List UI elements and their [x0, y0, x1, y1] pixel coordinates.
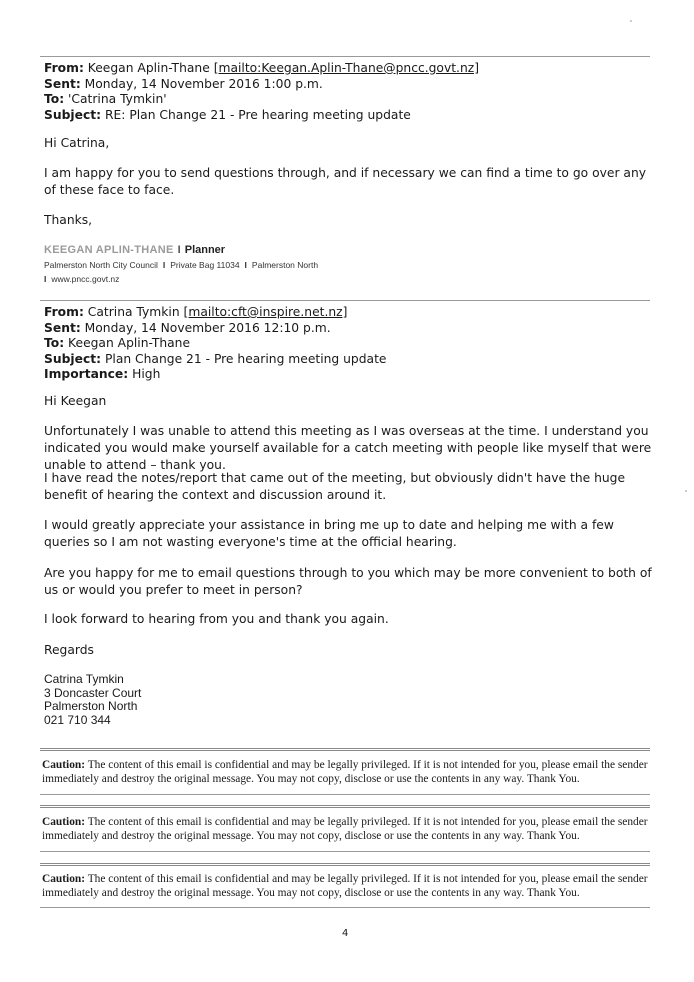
caution-label: Caution: — [42, 873, 86, 885]
subject-value: Plan Change 21 - Pre hearing meeting update — [104, 351, 387, 366]
to-value: 'Catrina Tymkin' — [68, 92, 167, 106]
to-value: Keegan Aplin-Thane — [68, 336, 191, 350]
caution-divider — [40, 863, 650, 866]
caution-notice — [42, 758, 654, 786]
signature-org: Palmerston North City Council — [44, 260, 158, 270]
signature-city: Palmerston North — [251, 260, 319, 270]
signature-org-line — [44, 260, 318, 270]
email1-header — [44, 61, 479, 123]
from-label: From: — [44, 305, 84, 319]
caution-divider — [40, 748, 650, 751]
email1-signoff: Thanks, — [44, 213, 93, 227]
subject-label: Subject: — [44, 107, 102, 122]
importance-value: High — [132, 367, 161, 381]
signature-web-line — [44, 274, 119, 284]
sender-address — [44, 673, 141, 727]
caution-divider — [40, 805, 650, 808]
signature-title: Planner — [184, 244, 226, 256]
from-name: Catrina Tymkin — [87, 305, 180, 319]
email1-sent-line — [44, 77, 479, 93]
email2-paragraph: Are you happy for me to email questions through to you which may be more convenient to both of us or would you prefer to meet in person? — [44, 566, 652, 597]
email1-from-line — [44, 61, 479, 77]
email2-paragraph: I would greatly appreciate your assistance in bring me up to date and helping me with a few queries so I am not wasting everyone's time at the official hearing. — [44, 518, 614, 549]
signature-bag: Private Bag 11034 — [170, 260, 240, 270]
sent-label: Sent: — [44, 320, 81, 335]
caution-notice — [42, 872, 654, 900]
scan-speck — [685, 490, 687, 492]
address-line: 021 710 344 — [44, 712, 111, 727]
page-number: 4 — [342, 928, 349, 939]
email1-subject-line — [44, 108, 479, 124]
caution-divider — [40, 794, 650, 795]
email2-paragraph: I have read the notes/report that came out of the meeting, but obviously didn't have the huge benefit of hearing the context and discussion around it. — [44, 471, 626, 502]
address-line: 3 Doncaster Court — [44, 685, 142, 700]
signature-separator: I — [162, 260, 166, 270]
mailto-link[interactable]: [mailto:Keegan.Aplin-Thane@pncc.govt.nz] — [213, 61, 480, 75]
header-divider — [40, 300, 650, 301]
email2-paragraph: Unfortunately I was unable to attend this meeting as I was overseas at the time. I understand you indicated you would make yourself available for a catch meeting with people like myself that were unable to attend – thank you. — [44, 424, 652, 472]
email2-sent-line — [44, 321, 386, 337]
scan-speck — [630, 20, 632, 22]
email1-greeting: Hi Catrina, — [44, 136, 110, 150]
caution-divider — [40, 907, 650, 908]
from-label: From: — [44, 61, 84, 75]
signature-name: KEEGAN APLIN-THANE — [44, 244, 174, 256]
signature-separator: I — [44, 274, 47, 284]
subject-value: RE: Plan Change 21 - Pre hearing meeting update — [104, 107, 411, 122]
caution-label: Caution: — [42, 816, 86, 828]
address-line: Palmerston North — [44, 699, 138, 714]
to-label: To: — [44, 92, 65, 106]
email2-paragraph: I look forward to hearing from you and thank you again. — [44, 612, 389, 626]
subject-label: Subject: — [44, 351, 102, 366]
from-name: Keegan Aplin-Thane — [87, 61, 210, 75]
email2-regards: Regards — [44, 643, 94, 657]
mailto-link[interactable]: [mailto:cft@inspire.net.nz] — [183, 305, 348, 319]
address-line: Catrina Tymkin — [44, 672, 124, 686]
caution-text: The content of this email is confidential and may be legally privileged. If it is not intended for you, please email the sender immediately and destroy the original message. You may not copy, disclose or use the contents in any way. Thank You. — [42, 759, 648, 785]
email1-body: I am happy for you to send questions through, and if necessary we can find a time to go over any of these face to face. — [44, 166, 647, 197]
email2-header — [44, 305, 386, 383]
email2-greeting: Hi Keegan — [44, 394, 107, 408]
email1-to-line — [44, 92, 479, 108]
email2-importance-line — [44, 367, 386, 383]
email2-from-line — [44, 305, 386, 321]
signature-separator: I — [244, 260, 247, 270]
email2-to-line — [44, 336, 386, 352]
signature-separator: I — [177, 244, 181, 256]
sent-value: Monday, 14 November 2016 1:00 p.m. — [84, 76, 323, 91]
caution-label: Caution: — [42, 759, 86, 771]
importance-label: Importance: — [44, 367, 129, 381]
sent-label: Sent: — [44, 76, 81, 91]
email2-subject-line — [44, 352, 386, 368]
sent-value: Monday, 14 November 2016 12:10 p.m. — [84, 320, 331, 335]
to-label: To: — [44, 336, 65, 350]
caution-notice — [42, 815, 654, 843]
caution-text: The content of this email is confidential and may be legally privileged. If it is not intended for you, please email the sender immediately and destroy the original message. You may not copy, disclose or use the contents in any way. Thank You. — [42, 873, 648, 899]
signature-web[interactable]: www.pncc.govt.nz — [51, 274, 120, 284]
signature-name-line — [44, 244, 225, 256]
caution-divider — [40, 851, 650, 852]
caution-text: The content of this email is confidential and may be legally privileged. If it is not intended for you, please email the sender immediately and destroy the original message. You may not copy, disclose or use the contents in any way. Thank You. — [42, 816, 648, 842]
header-divider — [40, 56, 650, 57]
